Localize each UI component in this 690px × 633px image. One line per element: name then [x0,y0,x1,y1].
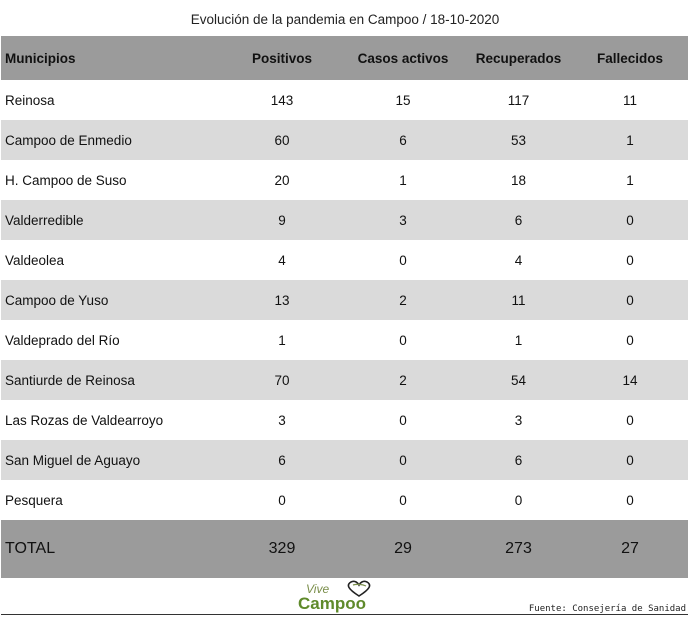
cell-positivos: 0 [278,492,286,508]
total-cell-casos-activos: 29 [394,540,412,557]
pandemic-table [1,36,688,578]
cell-positivos: 3 [278,412,286,428]
column-header-recuperados: Recuperados [475,50,562,66]
total-cell-fallecidos: 27 [621,540,639,557]
cell-positivos: 60 [274,132,290,148]
cell-municipio: Reinosa [5,92,55,108]
cell-recuperados: 0 [514,492,523,508]
heart-icon [344,580,374,598]
cell-recuperados: 3 [514,412,523,428]
cell-positivos: 1 [278,332,286,348]
cell-casos-activos: 6 [399,132,407,148]
table-row [1,400,688,440]
header-row [1,36,688,80]
source-note: Fuente: Consejería de Sanidad [528,604,686,614]
cell-positivos: 13 [274,292,290,308]
logo-line2: Campoo [298,594,366,613]
cell-municipio: Pesquera [5,492,63,508]
cell-casos-activos: 2 [399,292,407,308]
cell-municipio: San Miguel de Aguayo [5,452,141,468]
table-row [1,440,688,480]
cell-recuperados: 54 [510,372,527,388]
cell-positivos: 4 [278,252,286,268]
cell-positivos: 9 [278,212,286,228]
logo-line1: Vive [306,582,330,596]
table-row [1,80,688,120]
cell-fallecidos: 11 [622,92,637,108]
cell-municipio: Valdeprado del Río [5,332,120,348]
cell-casos-activos: 0 [399,452,407,468]
column-header-municipios: Municipios [5,50,76,66]
cell-recuperados: 117 [507,92,530,108]
cell-recuperados: 53 [510,132,527,148]
cell-fallecidos: 0 [626,292,634,308]
cell-fallecidos: 14 [622,372,638,388]
table-row [1,280,688,320]
table-row [1,160,688,200]
cell-recuperados: 18 [510,172,527,188]
total-row [1,520,688,578]
total-cell-recuperados: 273 [505,540,532,557]
cell-fallecidos: 0 [626,492,634,508]
cell-recuperados: 11 [511,292,526,308]
total-cell-positivos: 329 [268,540,296,557]
table-row [1,480,688,520]
vive-campoo-logo [296,580,380,614]
total-cell-municipio: TOTAL [5,540,56,557]
cell-municipio: Campoo de Enmedio [5,132,132,148]
cell-municipio: Las Rozas de Valdearroyo [5,412,164,428]
cell-positivos: 143 [270,92,294,108]
cell-casos-activos: 2 [399,372,407,388]
cell-municipio: Campoo de Yuso [5,292,109,308]
cell-positivos: 20 [274,172,290,188]
cell-casos-activos: 0 [399,492,407,508]
table-row [1,360,688,400]
table-row [1,240,688,280]
cell-casos-activos: 0 [399,412,407,428]
cell-municipio: H. Campoo de Suso [5,172,127,188]
cell-recuperados: 1 [514,332,523,348]
cell-municipio: Valdeolea [5,252,65,268]
cell-municipio: Santiurde de Reinosa [5,372,135,388]
cell-fallecidos: 1 [626,132,634,148]
cell-fallecidos: 0 [626,212,634,228]
table-row [1,200,688,240]
footer-divider [1,614,688,615]
table-row [1,120,688,160]
cell-casos-activos: 3 [399,212,407,228]
cell-positivos: 6 [278,452,286,468]
cell-recuperados: 6 [514,452,523,468]
cell-fallecidos: 0 [626,412,634,428]
cell-municipio: Valderredible [5,212,84,228]
column-header-fallecidos: Fallecidos [596,50,664,66]
cell-casos-activos: 1 [399,172,407,188]
cell-positivos: 70 [274,372,290,388]
cell-recuperados: 6 [514,212,523,228]
column-header-positivos: Positivos [251,50,313,66]
cell-casos-activos: 15 [395,92,411,108]
cell-fallecidos: 0 [626,452,634,468]
cell-casos-activos: 0 [399,332,407,348]
cell-fallecidos: 0 [626,252,634,268]
column-header-casos-activos: Casos activos [357,50,449,66]
cell-casos-activos: 0 [399,252,407,268]
cell-fallecidos: 0 [626,332,634,348]
table-body [1,80,688,578]
cell-recuperados: 4 [514,252,523,268]
cell-fallecidos: 1 [626,172,634,188]
table-title: Evolución de la pandemia en Campoo / 18-10-2020 [190,12,500,27]
table-row [1,320,688,360]
